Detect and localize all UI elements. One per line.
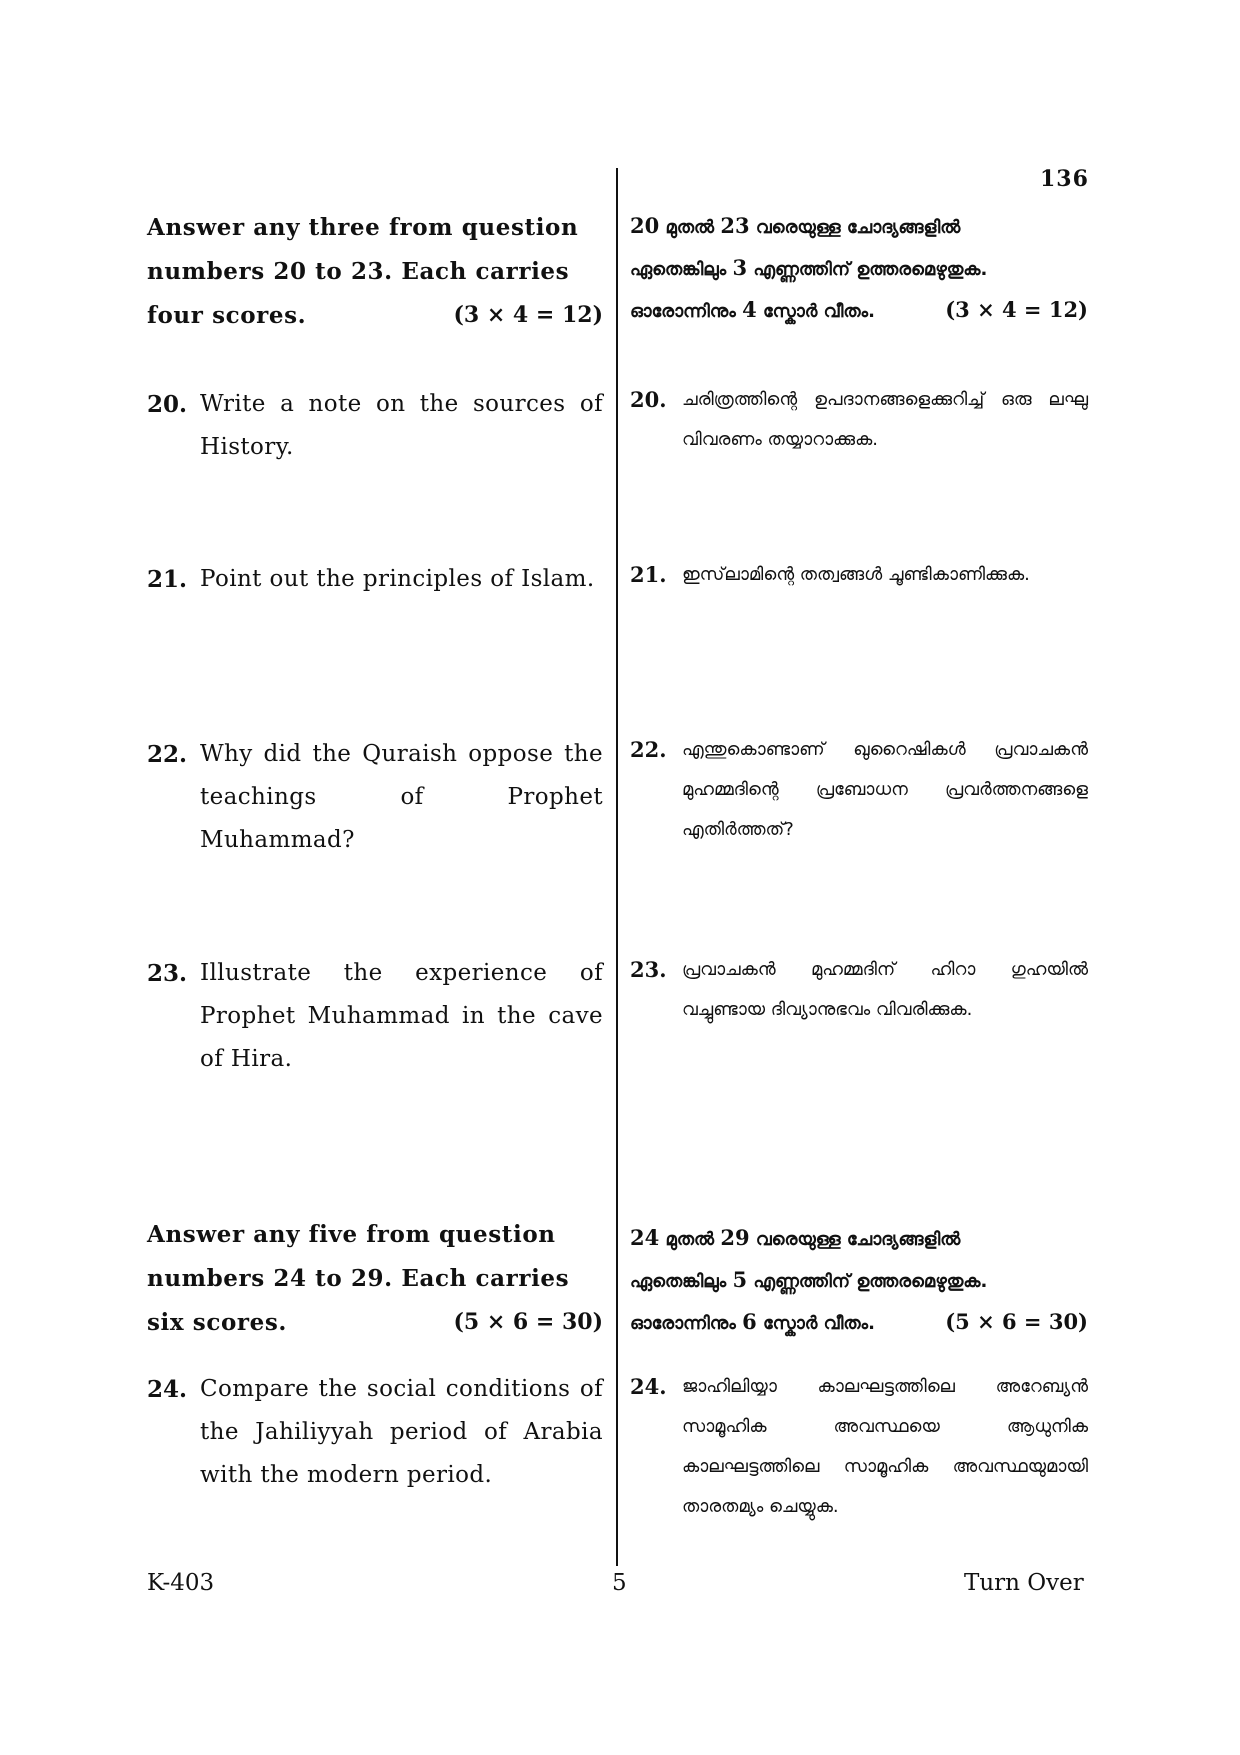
footer-page-number: 5 bbox=[612, 1570, 627, 1596]
section1-instruction-ml bbox=[630, 206, 1088, 332]
question-21-ml: 21. ഇസ്‌ലാമിന്റെ തത്വങ്ങൾ ചൂണ്ടികാണിക്കുക. bbox=[630, 562, 1030, 587]
score-formula: (3 × 4 = 12) bbox=[945, 297, 1088, 322]
instruction-line-3: ഓരോന്നിനും 6 സ്കോർ വീതം. (5 × 6 = 30) bbox=[630, 1302, 1088, 1344]
instruction-line-2: ഏതെങ്കിലും 3 എണ്ണത്തിന് ഉത്തരമെഴുതുക. bbox=[630, 255, 988, 280]
question-20-en: 20. Write a note on the sources of History. bbox=[147, 391, 603, 460]
section2-instruction-en bbox=[147, 1213, 603, 1345]
section2-instruction-ml bbox=[630, 1218, 1088, 1344]
question-22-ml: 22. എന്തുകൊണ്ടാണ് ഖുറൈഷികൾ പ്രവാചകൻ മുഹമ്മദിന്റെ പ്രബോധന പ്രവർത്തനങ്ങളെ എതിർത്തത്? bbox=[630, 737, 1088, 840]
score-formula: (3 × 4 = 12) bbox=[453, 302, 603, 328]
instruction-text: Answer any three from question numbers 20 to 23. Each carries four scores. bbox=[147, 214, 579, 329]
score-formula: (5 × 6 = 30) bbox=[945, 1309, 1088, 1334]
question-23-ml: 23. പ്രവാചകൻ മുഹമ്മദിന് ഹിറാ ഗുഹയിൽ വച്ചുണ്ടായ ദിവ്യാനുഭവം വിവരിക്കുക. bbox=[630, 957, 1088, 1020]
instruction-line-2: ഏതെങ്കിലും 5 എണ്ണത്തിന് ഉത്തരമെഴുതുക. bbox=[630, 1267, 988, 1292]
turn-over-label: Turn Over bbox=[964, 1570, 1084, 1596]
score-formula: (5 × 6 = 30) bbox=[453, 1309, 603, 1335]
question-21-en: 21. Point out the principles of Islam. bbox=[147, 566, 595, 593]
instruction-line-1: 20 മുതൽ 23 വരെയുള്ള ചോദ്യങ്ങളിൽ bbox=[630, 213, 961, 238]
instruction-line-3: ഓരോന്നിനും 4 സ്കോർ വീതം. (3 × 4 = 12) bbox=[630, 290, 1088, 332]
question-22-en: 22. Why did the Quraish oppose the teachings of Prophet Muhammad? bbox=[147, 741, 603, 853]
paper-code: K-403 bbox=[147, 1570, 215, 1596]
question-24-ml: 24. ജാഹിലിയ്യാ കാലഘട്ടത്തിലെ അറേബ്യൻ സാമൂഹിക അവസ്ഥയെ ആധുനിക കാലഘട്ടത്തിലെ സാമൂഹിക അവസ്ഥയുമായി താരതമ്യം ചെയ്യുക. bbox=[630, 1374, 1088, 1517]
page-number: 136 bbox=[1040, 166, 1089, 192]
instruction-text: Answer any five from question numbers 24 to 29. Each carries six scores. bbox=[147, 1221, 570, 1336]
question-23-en: 23. Illustrate the experience of Prophet Muhammad in the cave of Hira. bbox=[147, 960, 603, 1072]
section1-instruction-en bbox=[147, 206, 603, 338]
question-24-en: 24. Compare the social conditions of the Jahiliyyah period of Arabia with the modern period. bbox=[147, 1376, 603, 1488]
instruction-line-1: 24 മുതൽ 29 വരെയുള്ള ചോദ്യങ്ങളിൽ bbox=[630, 1225, 961, 1250]
column-divider bbox=[616, 168, 618, 1566]
question-20-ml: 20. ചരിത്രത്തിന്റെ ഉപദാനങ്ങളെക്കുറിച്ച് ഒരു ലഘു വിവരണം തയ്യാറാക്കുക. bbox=[630, 387, 1088, 450]
